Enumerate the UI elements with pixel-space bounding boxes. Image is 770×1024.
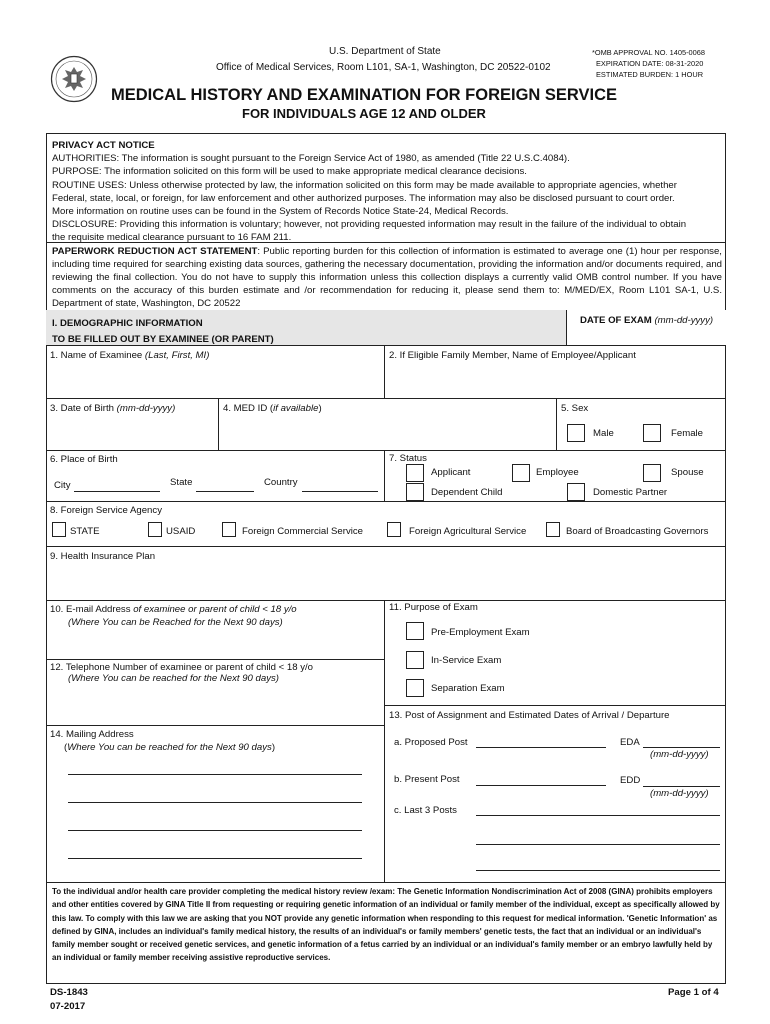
sex-male-checkbox[interactable] [567, 424, 585, 442]
form-title: MEDICAL HISTORY AND EXAMINATION FOR FOREIGN SERVICE [111, 86, 618, 104]
status-label: 7. Status [389, 453, 427, 464]
agency-fas-checkbox[interactable] [387, 522, 401, 537]
purpose-pre-employment-checkbox[interactable] [406, 622, 424, 640]
department-seal [50, 55, 98, 103]
agency-label: 8. Foreign Service Agency [50, 505, 162, 516]
status-domestic-partner-checkbox[interactable] [567, 483, 585, 501]
section-subheading: TO BE FILLED OUT BY EXAMINEE (OR PARENT) [52, 334, 274, 345]
employee-name-label: 2. If Eligible Family Member, Name of Employee/Applicant [389, 350, 636, 361]
privacy-routine-1: ROUTINE USES: Unless otherwise protected by law, the information solicited on this form may be made available to appropriate agencies, whether [52, 180, 677, 191]
examinee-name-label: 1. Name of Examinee (Last, First, MI) [50, 350, 210, 361]
city-label: City [54, 480, 71, 491]
privacy-routine-3: More information on routine uses can be found in the System of Records Notice State-24, Medical Records. [52, 206, 509, 217]
privacy-disclosure-2: the requisite medical clearance pursuant to 16 FAM 211. [52, 232, 292, 243]
privacy-heading: PRIVACY ACT NOTICE [52, 140, 155, 151]
privacy-disclosure-1: DISCLOSURE: Providing this information is voluntary; however, not providing requested information may result in the failure of the individual to obtain [52, 219, 687, 230]
section-heading: I. DEMOGRAPHIC INFORMATION [52, 318, 203, 329]
mailing-address-line-1[interactable] [68, 774, 362, 775]
status-spouse-label: Spouse [671, 467, 704, 478]
telephone-note: (Where You can be reached for the Next 90 days) [68, 673, 280, 684]
agency-state-checkbox[interactable] [52, 522, 66, 537]
last-post-2-input[interactable] [476, 844, 720, 845]
state-label: State [170, 477, 193, 488]
office-address: Office of Medical Services, Room L101, SA-1, Washington, DC 20522-0102 [216, 62, 551, 73]
status-spouse-checkbox[interactable] [643, 464, 661, 482]
email-field[interactable] [50, 630, 380, 656]
department-name: U.S. Department of State [329, 46, 441, 57]
country-label: Country [264, 477, 298, 488]
country-input[interactable] [302, 491, 378, 492]
status-employee-checkbox[interactable] [512, 464, 530, 482]
agency-state-label: STATE [70, 526, 100, 537]
city-input[interactable] [74, 491, 160, 492]
privacy-authorities: AUTHORITIES: The information is sought pursuant to the Foreign Service Act of 1980, as amended (Title 22 U.S.C.4084). [52, 153, 570, 164]
status-dependent-child-checkbox[interactable] [406, 483, 424, 501]
eda-input[interactable] [643, 747, 720, 748]
mailing-address-line-4[interactable] [68, 858, 362, 859]
agency-bbg-checkbox[interactable] [546, 522, 560, 537]
page-number: Page 1 of 4 [668, 987, 719, 998]
paperwork-statement [52, 245, 722, 310]
agency-fcs-checkbox[interactable] [222, 522, 236, 537]
post-assignment-label: 13. Post of Assignment and Estimated Dates of Arrival / Departure [389, 710, 670, 721]
agency-fas-label: Foreign Agricultural Service [409, 526, 527, 537]
expiration-date: EXPIRATION DATE: 08-31-2020 [596, 59, 704, 68]
agency-bbg-label: Board of Broadcasting Governors [566, 526, 709, 537]
mailing-address-label: 14. Mailing Address [50, 729, 134, 740]
telephone-label: 12. Telephone Number of examinee or parent of child < 18 y/o [50, 662, 314, 673]
form-date: 07-2017 [50, 1001, 86, 1012]
sex-label: 5. Sex [561, 403, 589, 414]
sex-male-label: Male [593, 428, 614, 439]
med-id-label: 4. MED ID (if available) [223, 403, 322, 414]
sex-female-label: Female [671, 428, 703, 439]
agency-usaid-checkbox[interactable] [148, 522, 162, 537]
last-post-3-input[interactable] [476, 870, 720, 871]
mailing-address-note: (Where You can be reached for the Next 90 days) [64, 742, 276, 753]
form-subtitle: FOR INDIVIDUALS AGE 12 AND OLDER [242, 106, 486, 121]
status-applicant-checkbox[interactable] [406, 464, 424, 482]
last-3-posts-label: c. Last 3 Posts [394, 805, 457, 816]
status-domestic-partner-label: Domestic Partner [593, 487, 668, 498]
proposed-post-input[interactable] [476, 747, 606, 748]
status-employee-label: Employee [536, 467, 579, 478]
present-post-label: b. Present Post [394, 774, 460, 785]
paperwork-body: : Public reporting burden for this collection of information is estimated to average one (1) hour per response, including time required for searching existing data sources, gathering the necessary documentation, providing the information and/or documents required, and reviewing the final collection. You do not have to supply this information unless this collection displays a currently valid OMB control number. If you have comments on the accuracy of this burden estimate and /or recommendation for reducing it, please send them to: M/MED/EX, Room L101 SA-1, U.S. Department of state, Washington, DC 20522 [52, 246, 722, 309]
purpose-separation-label: Separation Exam [431, 683, 505, 694]
form-number: DS-1843 [50, 987, 88, 998]
privacy-purpose: PURPOSE: The information solicited on this form will be used to make appropriate medical clearance decisions. [52, 166, 527, 177]
omb-approval: *OMB APPROVAL NO. 1405-0068 [592, 48, 705, 57]
health-insurance-label: 9. Health Insurance Plan [50, 551, 156, 562]
state-input[interactable] [196, 491, 254, 492]
purpose-in-service-label: In-Service Exam [431, 655, 502, 666]
estimated-burden: ESTIMATED BURDEN: 1 HOUR [596, 70, 704, 79]
sex-female-checkbox[interactable] [643, 424, 661, 442]
eda-format: (mm-dd-yyyy) [650, 749, 709, 760]
edd-format: (mm-dd-yyyy) [650, 788, 709, 799]
gina-notice: To the individual and/or health care provider completing the medical history review /exam: The Genetic Information Nondiscrimination Act of 2008 (GINA) prohibits employers and other entities covered by GINA Title II from requesting or requiring genetic information of an individual or family member of the individual, except as specifically allowed by this law. To comply with this law we are asking that you NOT provide any genetic information when responding to this request for medical information. 'Genetic Information' as defined by GINA, includes an individual's family medical history, the results of an individual's or family members' genetic tests, the fact that an individual or an individual's family member sought or received genetic services, and genetic information of a fetus carried by an individual or an individual's family member or an embryo lawfully held by an individual or family member receiving assistive reproductive services. [52, 887, 720, 963]
mailing-address-line-2[interactable] [68, 802, 362, 803]
paperwork-heading: PAPERWORK REDUCTION ACT STATEMENT [52, 246, 258, 257]
agency-fcs-label: Foreign Commercial Service [242, 526, 364, 537]
place-of-birth-label: 6. Place of Birth [50, 454, 118, 465]
purpose-in-service-checkbox[interactable] [406, 651, 424, 669]
email-note: (Where You can be Reached for the Next 90 days) [68, 617, 283, 628]
purpose-separation-checkbox[interactable] [406, 679, 424, 697]
telephone-field[interactable] [50, 688, 380, 722]
purpose-label: 11. Purpose of Exam [389, 602, 478, 613]
purpose-pre-employment-label: Pre-Employment Exam [431, 627, 530, 638]
email-label: 10. E-mail Address of examinee or parent of child < 18 y/o [50, 604, 297, 615]
date-of-birth-label: 3. Date of Birth (mm-dd-yyyy) [50, 403, 176, 414]
agency-usaid-label: USAID [166, 526, 196, 537]
edd-input[interactable] [643, 786, 720, 787]
status-applicant-label: Applicant [431, 467, 471, 478]
status-dependent-child-label: Dependent Child [431, 487, 503, 498]
date-of-exam-label: DATE OF EXAM (mm-dd-yyyy) [580, 315, 714, 326]
last-post-1-input[interactable] [476, 815, 720, 816]
proposed-post-label: a. Proposed Post [394, 737, 468, 748]
eda-label: EDA [620, 737, 640, 748]
mailing-address-line-3[interactable] [68, 830, 362, 831]
edd-label: EDD [620, 775, 641, 786]
privacy-routine-2: Federal, state, local, or foreign, for law enforcement and other authorized purposes. The information may also be disclosed pursuant to court order. [52, 193, 675, 204]
present-post-input[interactable] [476, 785, 606, 786]
